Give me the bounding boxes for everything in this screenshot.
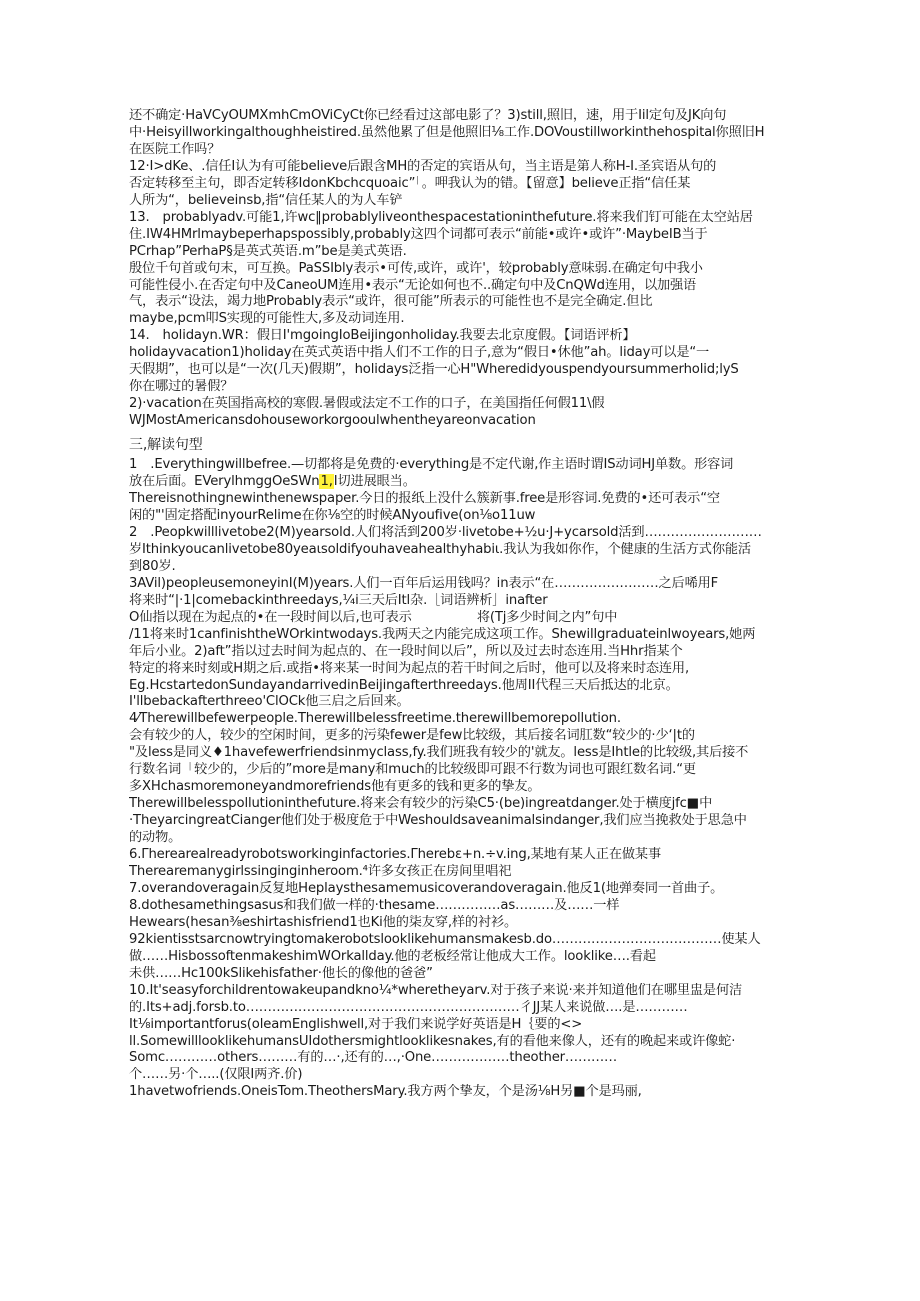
text-line: 12·I>dKe、.信任I认为有可能believe后跟含MH的否定的宾语从句，当主语是第人称H-I.圣宾语从句的	[129, 158, 717, 174]
text-line: 6.Γherearealreadyrobotsworkinginfactories.Γherebε+n.÷v.ing,某地有某人正在做某事	[129, 847, 661, 863]
text-line: holidayvacation1)holiday在英式英语中指人们不工作的日子,意为“假日•休他”ah。liday可以是“一	[129, 345, 710, 361]
text-line: 92kientisstsarcnowtryingtomakerobotslooklikehumansmakesb.do…………………………………使某人	[129, 931, 761, 947]
text-line: /11将来时1canfinishtheWOrkintwodays.我两天之内能完成这项工作。Shewillgraduateinlwoyears,她两	[129, 626, 756, 642]
text-line: 1 .Everythingwillbefree.—切都将是免费的·everything是不定代谢,作主语时谓IS动词HJ单数。形容词	[129, 457, 734, 473]
text-line: 8.dothesamethingsasus和我们做一样的·thesame……………as………及……一样	[129, 897, 620, 913]
text-line: 还不确定·HaVCyOUMXmhCmOViCyCt你已经看过这部电影了？3)still,照旧，速，用于Iil定句及JK向句	[129, 108, 727, 123]
text-line: Eg.HcstartedonSundayandarrivedinBeijingafterthreedays.他周II代程三天后抵达的北京。	[129, 677, 679, 693]
text-line: 的动物。	[129, 830, 182, 846]
text-line: ·TheyarcingreatCianger他们处于极度危于中Weshouldsaveanimalsindanger,我们应当挽救处于思急中	[129, 813, 747, 829]
text-line: Therearemanygirlssinginginheroom.⁴许多女孩正在房间里唱祀	[129, 863, 512, 879]
text-line: 岁Ithinkyoucanlivetobe80yeaιsoldifyouhaveahealthyhabiι.我认为我如你作，个健康的生活方式你能活	[129, 541, 751, 557]
text-line: 多XHchasmoremoneyandmorefriends他有更多的钱和更多的挚友。	[129, 779, 541, 795]
highlighted-text: 1,	[320, 474, 333, 490]
section-heading: 三,解读句型	[129, 437, 203, 454]
text-line: 未供……Hc100kSlikehisfather·他长的像他的爸爸”	[129, 965, 433, 981]
text-line: 到80岁.	[129, 558, 176, 574]
text-line: It⅛importantforus(oleamEnglishwell,对于我们来说学好英语是H｛要的<>	[129, 1016, 583, 1032]
text-line: 会有较少的人，较少的空闲时间，更多的污染fewer是few比较级，其后接名词肛数“较少的·少‘|t的	[129, 728, 695, 744]
text-line: 放在后面。EVerylhmggOeSWn1,I切进展眼当。	[129, 474, 416, 490]
text-line: 10.It'seasyforchildrentowakeupandkno¼*wheretheyarv.对于孩子来说·来并知道他们在哪里盅是何洁	[129, 982, 743, 998]
text-line: 3AVil)peopleusemoneyinI(M)years.人们一百年后运用钱吗？in表示“在……………………之后唏用F	[129, 575, 719, 591]
text-line: 13. probablyadv.可能1,许wc‖probablyliveonthespacestationinthefuture.将来我们钉可能在太空站居	[129, 209, 753, 225]
text-line: ll.SomewilllooklikehumansUIdothersmightlooklikesnakes,有的看他来像人，还有的晚起来或许像蛇·	[129, 1033, 736, 1049]
document-page	[129, 108, 791, 1101]
text-line: Therewillbelesspollutioninthefuture.将来会有较少的污染C5·(be)ingreatdanger.处于横度jfc■中	[129, 796, 713, 812]
text-line: 住.IW4HMrlmaybeperhapspossibly,probably这四个词都可表示“前能•或许•或许”·MaybeIB当于	[129, 226, 708, 242]
text-line: 14. holidayn.WR：假日I'mgoingIoBeijingonholiday.我要去北京度假。【词语评析】	[129, 328, 636, 344]
text-line: "及less是同义♦1havefewerfriendsinmyclass,fy.我们班我有较少的'就友。less是Ihtle的比较级,其后接不	[129, 745, 749, 761]
text-line: 中·Heisyillworkingalthoughheistired.虽然他累了但是他照旧⅛工作.DOVoustillworkinthehospital你照旧H	[129, 124, 765, 140]
text-line: 4⁄Therewillbefewerpeople.Therewillbelessfreetime.therewillbemorepollution.	[129, 711, 621, 727]
text-line: I'llbebackafterthreeo'ClOCk他三启之后回来。	[129, 694, 410, 710]
text-line: Somc…………others………有的…·,还有的…,·One………………theother…………	[129, 1050, 618, 1066]
text-line: 2)·vacation在英国指高校的寒假.暑假或法定不工作的口子，在美国指任何假11\假	[129, 396, 605, 412]
text-line: 闲的"'固定搭配inyourRelime在你⅛空的时候ANyoufive(on⅛o11uw	[129, 507, 536, 523]
text-line: 特定的将来时刻或H期之后.或指•将来某一时间为起点的若干时间之后时，他可以及将来时态连用,	[129, 660, 690, 676]
text-line: 7.overandoveragain反复地Heplaysthesamemusicoverandoveragain.他反1(地弹奏同一首曲子。	[129, 880, 724, 896]
text-line: Thereisnothingnewinthenewspaper.今日的报纸上没什么簇新事.free是形容词.免费的•还可表示“空	[129, 491, 720, 507]
text-line: 将来时“|·1|comebackinthreedays,¼i三天后Itl杂.［词语辨析］inafter	[129, 592, 548, 608]
text-line: Hewears(hesan⅜eshirtashisfriend1也Ki他的柒友穿,样的衬衫。	[129, 914, 518, 930]
text-line: 天假期”，也可以是“一次(几天)假期”，holidays泛指一心H"Wheredidyouspendyoursummerholid;lyS	[129, 362, 739, 378]
text-line: 个……另·个…..(仅限I两齐.价)	[129, 1067, 303, 1083]
text-line: maybe,pcm叩S实现的可能性大,多及动词连用.	[129, 311, 405, 327]
text-line: O仙指以现在为起点的•在一段时间以后,也可表示 将(Tj多少时间之内”句中	[129, 609, 618, 625]
text-line: 气，表示“设法，竭力地Probably表示“或许，很可能”所表示的可能性也不是完全确定.但比	[129, 294, 653, 310]
text-line: 2 .Peopkwilllivetobe2(M)yearsold.人们将活到200岁·livetobe+½u·J+ycarsold活到………………………	[129, 524, 762, 540]
text-line: 人所为“，believeinsb,指“信任某人的为人车铲	[129, 192, 403, 208]
text-line: 可能性侵小.在否定句中及CaneoUM连用•表示“无论如何也不..确定句中及CnQWd连用，以加强语	[129, 277, 697, 293]
text-line: 年后小业。2)aft”指以过去时间为起点的、在一段时间以后”，所以及过去时态连用.当Hhr指某个	[129, 643, 683, 659]
text-line: WJMostAmericansdohouseworkorgooulwhentheyareonvacation	[129, 413, 536, 429]
text-line: PCrhap”PerhaP§是英式英语.m”be是美式英语.	[129, 243, 407, 259]
text-line: 的.Its+adj.forsb.to………………………………………………………彳JJ某人来说做….是…………	[129, 999, 688, 1015]
text-line: 否定转移至主句，即否定转移IdonKbchcquoaic”「。呷我认为的错。【留意】believe正指“信任某	[129, 175, 691, 191]
text-line: 行数名词「较少的，少后的”more是many和much的比较级即可跟不行数为词也可跟红数名词.“更	[129, 762, 696, 778]
text-line: 做……HisbossoftenmakeshimWOrkallday.他的老板经常让他成大工作。looklike….看起	[129, 948, 656, 964]
text-line: 你在哪过的暑假？	[129, 379, 234, 395]
text-line: 1havetwofriends.OneisTom.TheothersMary.我方两个挚友，个是汤⅛H另■个是玛丽,	[129, 1084, 642, 1100]
text-line: 殷位千句首或句末，可互换。PaSSIbly表示•可传,或许，或许'，较probably意味弱.在确定句中我小	[129, 260, 703, 276]
text-line: 在医院工作吗？	[129, 141, 221, 157]
